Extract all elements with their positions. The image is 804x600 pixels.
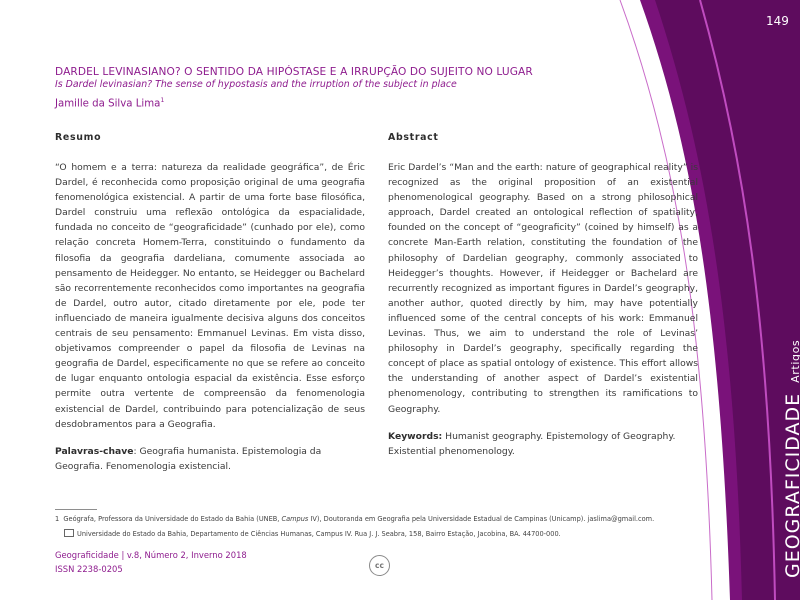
side-journal-label (782, 340, 804, 578)
footnote-address (64, 528, 561, 538)
author-footnote-ref: 1 (160, 97, 165, 104)
article-author (55, 97, 164, 109)
page-number: 149 (766, 14, 789, 28)
abstract-keywords-text: Humanist geography. Epistemology of Geography. Existential phenomenology. (388, 430, 676, 457)
footnote-1-text-2: IV), Doutoranda em Geografia pela Universidade Estadual de Campinas (Unicamp). jaslima@gmail.com. (308, 515, 655, 523)
footnote-rule (55, 509, 97, 510)
footnote-1-mark: 1 (55, 515, 60, 523)
resumo-keywords-label: Palavras-chave (55, 445, 134, 457)
abstract-heading: Abstract (388, 132, 439, 143)
resumo-keywords (55, 444, 365, 474)
mail-icon (64, 529, 74, 537)
side-section-name: Artigos (789, 339, 802, 383)
resumo-body: “O homem e a terra: natureza da realidade geográfica”, de Éric Dardel, é reconhecida como proposição original de uma geografia fenomenológica existencial. A partir de uma forte base filosófica, Dardel construiu uma reflexão ontológica da espacialidade, fundada no conceito de “geograficidade” (cunhado por ele), como relação concreta Homem-Terra, constituindo o fundamento da filosofia da geografia dardeliana, comumente associada ao pensamento de Heidegger. No entanto, se Heidegger ou Bachelard são recorrentemente reconhecidos como importantes na geografia de Dardel, outro autor, citado diretamente por ele, pode ter influenciado de maneira igualmente decisiva alguns dos conceitos centrais de seu pensamento: Emmanuel Levinas. Em vista disso, objetivamos compreender o papel da filosofia de Levinas na geografia de Dardel, especificamente no que se refere ao conceito de lugar enquanto ontologia espacial da existência. Esse esforço permite outra vertente de compreensão da fenomenologia existencial de Dardel, contribuindo para potencialização de seus desdobramentos para a Geografia. (55, 162, 365, 430)
journal-info: Geograficidade | v.8, Número 2, Inverno 2018 (55, 550, 247, 560)
footnote-address-text: Universidade do Estado da Bahia, Departamento de Ciências Humanas, Campus IV. Rua J. J. Seabra, 158, Bairro Estação, Jacobina, BA. 44700-000. (77, 530, 561, 538)
article-title-en: Is Dardel levinasian? The sense of hypostasis and the irruption of the subject in place (55, 79, 457, 90)
abstract-keywords-label: Keywords: (388, 430, 443, 442)
issn: ISSN 2238-0205 (55, 564, 123, 574)
abstract-body: Eric Dardel’s “Man and the earth: nature of geographical reality” is recognized as the original proposition of an existential phenomenological geography. Based on a strong philosophical approach, Dardel created an ontological reflection of spatiality, founded on the concept of “geograficity” (coined by himself) as a concrete Man-Earth relation, constituting the foundation of the philosophy of Dardelian geography, commonly associated to Heidegger’s thoughts. However, if Heidegger or Bachelard are recurrently recognized as important figures in Dardel’s geography, another author, quoted directly by him, may have potentially influenced some of the central concepts of his work: Emmanuel Levinas. Thus, we aim to understand the role of Levinas’ philosophy in Dardel’s geography, specifically regarding the concept of place as spatial ontology of existence. This effort allows the understanding of another aspect of Dardel’s existential phenomenology, contributing to strengthen its ramifications to Geography. (388, 162, 698, 415)
creative-commons-icon: cc (369, 555, 390, 576)
abstract-column (388, 132, 698, 459)
footnote-1-campus: Campus (281, 515, 309, 523)
resumo-keywords-text: : Geografia humanista. Epistemologia da Geografia. Fenomenologia existencial. (55, 445, 322, 472)
article-title-pt: DARDEL LEVINASIANO? O SENTIDO DA HIPÓSTASE E A IRRUPÇÃO DO SUJEITO NO LUGAR (55, 66, 533, 78)
abstract-keywords (388, 429, 698, 459)
author-name: Jamille da Silva Lima (55, 98, 161, 110)
resumo-heading: Resumo (55, 132, 102, 143)
footnote-1-text: Geógrafa, Professora da Universidade do Estado da Bahia (UNEB, (63, 515, 282, 523)
resumo-column (55, 132, 365, 474)
footnote-1 (55, 515, 654, 523)
side-journal-name: GEOGRAFICIDADE (782, 392, 804, 578)
